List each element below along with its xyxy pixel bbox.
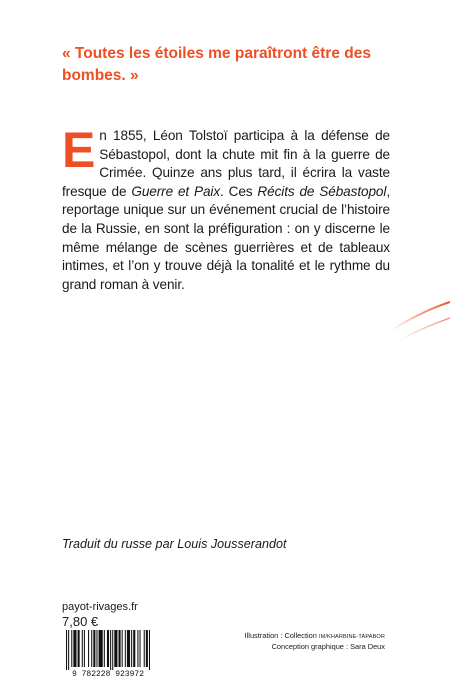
barcode-bar: [112, 630, 113, 670]
barcode-bar: [119, 630, 121, 667]
publisher-website: payot-rivages.fr: [62, 601, 138, 613]
barcode-bar: [96, 630, 97, 667]
image-credits: [245, 631, 385, 652]
barcode-bar: [91, 630, 92, 667]
blurb-paragraph: [62, 122, 390, 294]
isbn-barcode: [62, 630, 154, 678]
isbn-digits: 9 782228 923972: [71, 670, 145, 678]
barcode-bar: [133, 630, 135, 667]
barcode-bar: [73, 630, 76, 667]
barcode-bar: [82, 630, 83, 667]
illustration-credit-source: IM/KHARBINE-TAPABOR: [318, 634, 385, 640]
barcode-bar: [125, 630, 126, 667]
price: 7,80 €: [62, 614, 99, 629]
drop-cap: E: [62, 122, 96, 178]
barcode-bar: [122, 630, 123, 667]
barcode-bar: [104, 630, 105, 667]
barcode-bar: [146, 630, 148, 667]
barcode-bar: [144, 630, 145, 667]
barcode-bar: [127, 630, 130, 667]
back-cover-quote: « Toutes les étoiles me paraîtront être des bombes. »: [62, 45, 371, 84]
barcode-bar: [88, 630, 89, 667]
illustration-credit-prefix: Illustration : Collection: [244, 631, 319, 640]
barcode-bar: [131, 630, 132, 667]
translator-credit: Traduit du russe par Louis Jousserandot: [62, 537, 287, 551]
design-credit: Conception graphique : Sara Deux: [271, 642, 385, 651]
barcode-bar: [68, 630, 69, 670]
barcode-bar: [137, 630, 138, 667]
barcode-bar: [107, 630, 109, 667]
book-title-war-and-peace: Guerre et Paix: [131, 183, 221, 199]
barcode-bar: [149, 630, 150, 670]
barcode-bar: [99, 630, 103, 667]
barcode-bar: [140, 630, 141, 667]
blurb-text-3: , reportage unique sur un événement crucial de l’histoire de la Russie, en sont la préfiguration : on y discerne le même mélange de scènes guerrières et de tableaux intimes, et l’on y trouve déjà la tonalité et le rythme du grand roman à venir.: [62, 183, 390, 292]
blurb-text-2: . Ces: [220, 183, 258, 199]
blurb-text-1: n 1855, Léon Tolstoï participa à la défense de Sébastopol, dont la chute mit fin à la guerre de Crimée. Quinze ans plus tard, il écrira la vaste fresque de: [62, 128, 390, 199]
barcode-bar: [78, 630, 80, 667]
barcode-bar: [71, 630, 72, 667]
book-title-sebastopol: Récits de Sébastopol: [257, 183, 387, 199]
barcode-bar: [93, 630, 95, 667]
barcode-bar: [84, 630, 85, 667]
barcode-bar: [66, 630, 67, 670]
barcode-bar: [110, 630, 111, 670]
barcode-bar: [114, 630, 117, 667]
